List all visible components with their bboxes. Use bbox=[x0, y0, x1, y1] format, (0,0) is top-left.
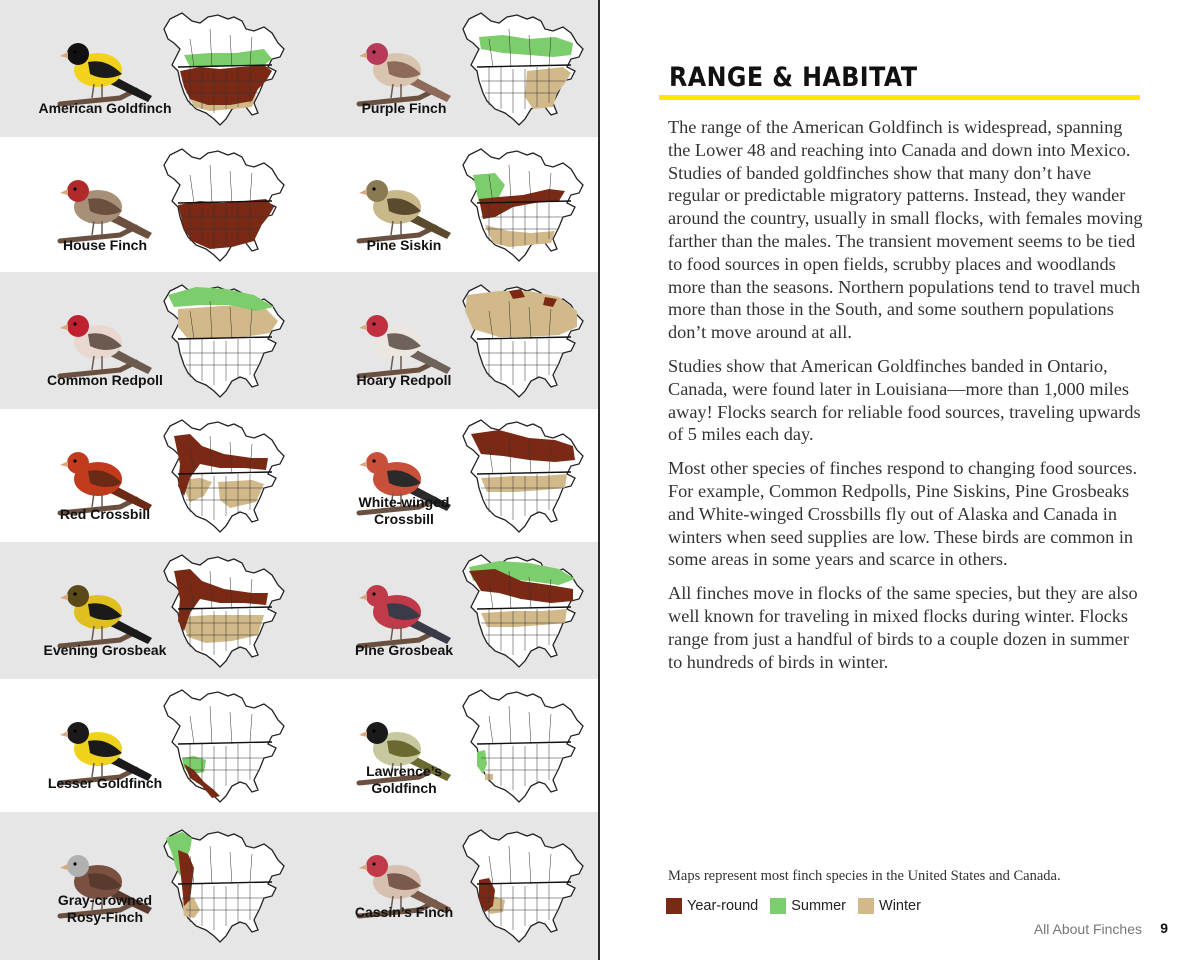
section-title: RANGE & HABITAT bbox=[669, 62, 918, 93]
bird-eye bbox=[73, 50, 76, 53]
bird-head bbox=[67, 315, 89, 337]
legend-label: Winter bbox=[879, 898, 921, 914]
bird-eye bbox=[372, 862, 375, 865]
species-entry bbox=[299, 812, 598, 960]
body-text bbox=[668, 116, 1146, 684]
range-map-svg bbox=[459, 826, 589, 946]
range-map bbox=[160, 416, 290, 536]
range-map bbox=[459, 686, 589, 806]
bird-beak bbox=[359, 324, 367, 330]
bird-beak bbox=[60, 189, 68, 195]
species-entry bbox=[0, 137, 299, 272]
legend-label: Summer bbox=[791, 898, 847, 914]
paragraph: All finches move in flocks of the same species, but they are also well known for traveling in mixed flocks during winter. Flocks range from just a handful of birds to a couple dozen in summer to hundreds of birds in winter. bbox=[668, 583, 1138, 672]
title-underline bbox=[659, 95, 1140, 100]
bird-eye bbox=[372, 592, 375, 595]
bird-head bbox=[366, 452, 388, 474]
species-name: Pine Siskin bbox=[366, 237, 442, 253]
north-america-outline bbox=[463, 690, 583, 802]
species-entry bbox=[0, 679, 299, 812]
bird-beak bbox=[60, 731, 68, 737]
map-legend bbox=[666, 896, 933, 916]
range-map-svg bbox=[160, 551, 290, 671]
range-map-svg bbox=[459, 416, 589, 536]
range-winter-area bbox=[178, 305, 278, 339]
bird-head bbox=[67, 855, 89, 877]
range-map bbox=[160, 145, 290, 265]
range-map bbox=[160, 551, 290, 671]
species-entry bbox=[0, 0, 299, 137]
bird-beak bbox=[359, 461, 367, 467]
range-map bbox=[160, 826, 290, 946]
bird-head bbox=[366, 855, 388, 877]
species-name: Common Redpoll bbox=[47, 372, 163, 388]
range-map bbox=[160, 9, 290, 129]
species-name: Lawrence’s Goldfinch bbox=[366, 763, 442, 796]
bird-beak bbox=[60, 324, 68, 330]
species-name: Evening Grosbeak bbox=[43, 642, 167, 658]
range-map-svg bbox=[459, 9, 589, 129]
species-name: Purple Finch bbox=[361, 100, 447, 116]
species-entry bbox=[0, 812, 299, 960]
bird-eye bbox=[73, 187, 76, 190]
bird-eye bbox=[372, 187, 375, 190]
species-entry bbox=[0, 542, 299, 679]
legend-item-year-round bbox=[666, 898, 758, 914]
range-habitat-page bbox=[602, 0, 1200, 960]
north-america-outline bbox=[164, 690, 284, 802]
species-entry bbox=[299, 0, 598, 137]
bird-beak bbox=[359, 731, 367, 737]
species-name: Gray-crowned Rosy-Finch bbox=[57, 892, 153, 925]
legend-swatch bbox=[858, 898, 874, 914]
legend-label: Year-round bbox=[687, 898, 759, 914]
range-map-svg bbox=[160, 9, 290, 129]
range-map bbox=[160, 686, 290, 806]
range-map bbox=[459, 416, 589, 536]
map-note: Maps represent most finch species in the United States and Canada. bbox=[668, 868, 1061, 884]
range-map bbox=[160, 281, 290, 401]
range-map bbox=[459, 281, 589, 401]
bird-beak bbox=[359, 864, 367, 870]
bird-head bbox=[67, 585, 89, 607]
bird-head bbox=[67, 180, 89, 202]
species-entry bbox=[0, 409, 299, 542]
species-name: Pine Grosbeak bbox=[354, 642, 454, 658]
legend-item-winter bbox=[858, 898, 921, 914]
range-map-svg bbox=[160, 416, 290, 536]
species-name: Hoary Redpoll bbox=[356, 372, 452, 388]
range-winter-area bbox=[525, 67, 571, 109]
bird-beak bbox=[60, 864, 68, 870]
bird-head bbox=[366, 43, 388, 65]
bird-beak bbox=[359, 189, 367, 195]
species-name: House Finch bbox=[62, 237, 147, 253]
bird-eye bbox=[372, 50, 375, 53]
bird-eye bbox=[73, 729, 76, 732]
range-map-svg bbox=[459, 686, 589, 806]
range-map-svg bbox=[459, 145, 589, 265]
species-name: Red Crossbill bbox=[59, 506, 151, 522]
bird-head bbox=[67, 722, 89, 744]
range-winter-area bbox=[465, 291, 577, 337]
range-map-svg bbox=[459, 551, 589, 671]
species-entry bbox=[299, 679, 598, 812]
bird-eye bbox=[372, 459, 375, 462]
bird-eye bbox=[73, 322, 76, 325]
bird-head bbox=[67, 43, 89, 65]
page-number: 9 bbox=[1160, 920, 1168, 936]
paragraph: Most other species of finches respond to changing food sources. For example, Common Redpolls, Pine Siskins, Pine Grosbeaks and White-winged Crossbills fly out of Alaska and Canada in winters when seed supplies are low. These birds are common in some areas in some years and scarce in others. bbox=[668, 458, 1138, 570]
species-name: Lesser Goldfinch bbox=[47, 775, 163, 791]
species-entry bbox=[299, 409, 598, 542]
range-map-svg bbox=[160, 281, 290, 401]
range-map bbox=[459, 145, 589, 265]
species-entry bbox=[299, 137, 598, 272]
bird-eye bbox=[372, 729, 375, 732]
running-footer: All About Finches bbox=[1033, 921, 1142, 937]
legend-item-summer bbox=[770, 898, 846, 914]
bird-eye bbox=[73, 862, 76, 865]
range-map-svg bbox=[160, 145, 290, 265]
legend-swatch bbox=[770, 898, 786, 914]
bird-beak bbox=[359, 594, 367, 600]
bird-eye bbox=[73, 592, 76, 595]
species-name: American Goldfinch bbox=[38, 100, 172, 116]
legend-swatch bbox=[666, 898, 682, 914]
range-map-svg bbox=[459, 281, 589, 401]
bird-head bbox=[366, 585, 388, 607]
bird-head bbox=[366, 180, 388, 202]
species-name: White-winged Crossbill bbox=[358, 494, 450, 527]
bird-beak bbox=[60, 461, 68, 467]
range-map bbox=[459, 826, 589, 946]
species-entry bbox=[299, 542, 598, 679]
species-entry bbox=[299, 272, 598, 409]
range-map-svg bbox=[160, 686, 290, 806]
bird-eye bbox=[73, 459, 76, 462]
bird-head bbox=[366, 722, 388, 744]
paragraph: Studies show that American Goldfinches banded in Ontario, Canada, were found later in Louisiana—more than 1,000 miles away! Flocks search for reliable food sources, traveling upwards of 5 miles each day. bbox=[668, 355, 1141, 445]
bird-beak bbox=[60, 594, 68, 600]
bird-eye bbox=[372, 322, 375, 325]
range-map-svg bbox=[160, 826, 290, 946]
range-map bbox=[459, 9, 589, 129]
paragraph: The range of the American Goldfinch is widespread, spanning the Lower 48 and reaching into Canada and down into Mexico. Studies of banded goldfinches show that many don’t have regular or predictable migratory patterns. Instead, they wander around the country, usually in small flocks, with females moving farther than the males. The transient movement seems to be tied to food sources in open fields, scrubby places and woodlands more than the seasons. Northern populations tend to travel much more than those in the South, and some southern populations don’t move around at all. bbox=[668, 117, 1143, 343]
range-map bbox=[459, 551, 589, 671]
bird-head bbox=[67, 452, 89, 474]
bird-head bbox=[366, 315, 388, 337]
bird-beak bbox=[359, 52, 367, 58]
bird-beak bbox=[60, 52, 68, 58]
species-name: Cassin’s Finch bbox=[354, 904, 454, 920]
species-entry bbox=[0, 272, 299, 409]
